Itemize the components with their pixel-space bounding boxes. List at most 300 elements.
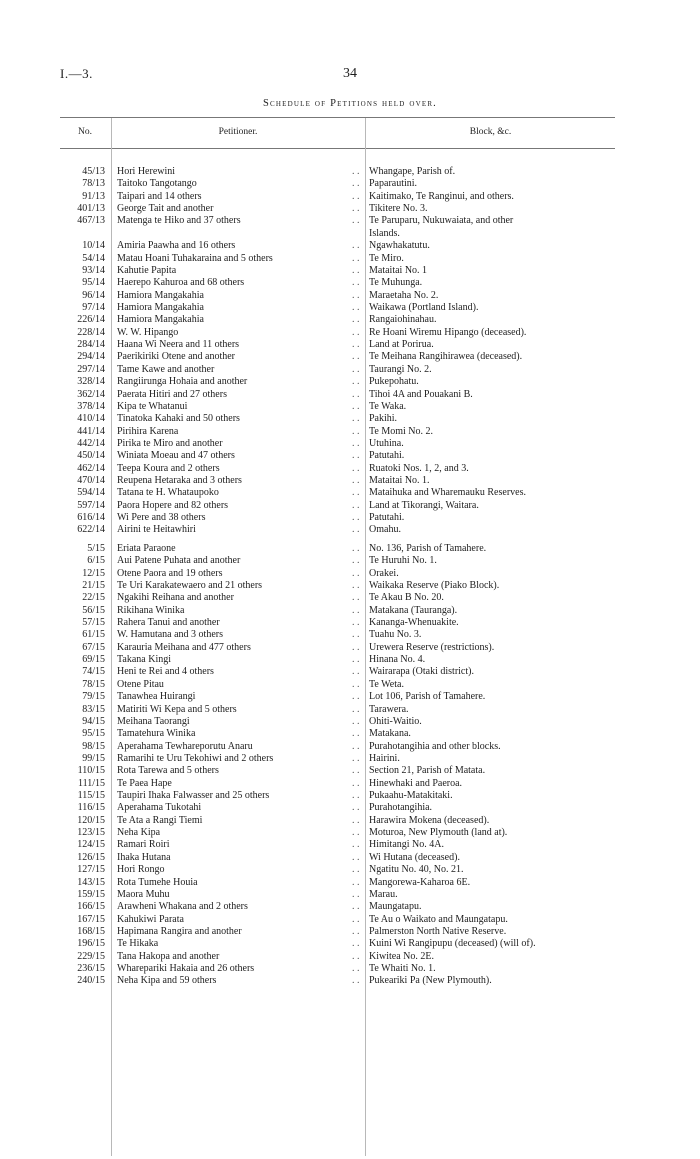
leader-dots: . . [352,302,360,313]
petitioner-name: Taitoko Tangotango [117,178,197,190]
block-name: Mataitai No. 1. [369,475,430,486]
petition-number: 120/15 [77,814,105,826]
petitioner-name: Heni te Rei and 4 others [117,666,214,678]
petitioner-name: Paora Hopere and 82 others [117,499,229,511]
block-name: Te Waka. [369,400,407,412]
leader-dots: . . [352,462,360,474]
petition-number: 362/14 [77,388,105,400]
petition-number: 442/14 [77,437,105,449]
block-name: No. 136, Parish of Tamahere. [369,542,487,554]
petitioner-name: Rahera Tanui and another [117,617,220,628]
table-row [0,543,700,555]
petitioner-name: Matiriti Wi Kepa and 5 others [117,703,237,715]
petition-number: 123/15 [77,827,105,839]
leader-dots: . . [352,678,360,690]
table-row [0,166,700,178]
petition-number: 6/15 [87,555,105,567]
block-name: Kananga-Whenuakite. [369,617,459,628]
block-name: Maungatapu. [369,901,422,913]
table-row [0,438,700,450]
block-name: Te Whaiti No. 1. [369,963,436,974]
petition-number: 54/14 [82,252,105,264]
block-name: Pukaahu-Matakitaki. [369,790,453,801]
table-row [0,839,700,851]
block-name: Tuahu No. 3. [369,629,422,641]
table-row [0,475,700,487]
block-name: Kuini Wi Rangipupu (deceased) (will of). [369,938,536,950]
petitioner-name: Hamiora Mangakahia [117,302,204,313]
petition-number: 240/15 [77,975,105,987]
leader-dots: . . [352,654,360,665]
petition-number: 622/14 [77,524,105,536]
block-name: Paparautini. [369,178,418,190]
petitioner-name: Hamiora Mangakahia [117,314,204,326]
petitioner-name: W. W. Hipango [117,326,179,338]
table-row [0,926,700,938]
block-name: Te Miro. [369,252,404,264]
petition-number: 226/14 [77,314,105,326]
table-row [0,580,700,592]
petitioner-name: Ramarihi te Uru Tekohiwi and 2 others [117,752,274,764]
block-name: Lot 106, Parish of Tamahere. [369,691,486,703]
table-row [0,215,700,227]
table-row [0,605,700,617]
table-row [0,914,700,926]
leader-dots: . . [352,388,360,400]
block-name: Wairarapa (Otaki district). [369,666,474,678]
petitioner-name: Rikihana Winika [117,604,185,616]
block-name: Ngawhakatutu. [369,240,430,252]
petition-number: 124/15 [77,839,105,851]
block-name: Land at Porirua. [369,339,434,350]
petitioner-name: Takana Kingi [117,654,172,665]
petition-number: 110/15 [77,765,105,777]
block-name: Ruatoki Nos. 1, 2, and 3. [369,462,469,474]
petitioner-name: Winiata Moeau and 47 others [117,450,235,462]
table-row [0,277,700,289]
leader-dots: . . [352,851,360,863]
table-row [0,339,700,351]
table-row [0,253,700,265]
petition-number: 441/14 [77,425,105,437]
table-row [0,852,700,864]
petitioner-name: Reupena Hetaraka and 3 others [117,475,242,486]
petition-number: 115/15 [77,790,105,801]
leader-dots: . . [352,666,360,678]
petition-number: 57/15 [82,617,105,628]
leader-dots: . . [352,814,360,826]
leader-dots: . . [352,339,360,350]
table-row [0,592,700,604]
petition-number: 95/14 [82,277,105,289]
block-name: Pukepohatu. [369,376,419,388]
block-name: Waikaka Reserve (Piako Block). [369,579,500,591]
block-name: Patutahi. [369,512,405,524]
petitioner-name: Haerepo Kahuroa and 68 others [117,277,245,289]
table-row [0,512,700,524]
petitioner-name: Paerata Hitiri and 27 others [117,388,227,400]
leader-dots: . . [352,617,360,628]
leader-dots: . . [352,888,360,900]
table-row [0,728,700,740]
table-row [0,716,700,728]
leader-dots: . . [352,691,360,703]
petition-number: 159/15 [77,888,105,900]
petition-number: 294/14 [77,351,105,363]
petition-number: 297/14 [77,363,105,375]
petition-number: 98/15 [82,740,105,752]
petitioner-name: Tinatoka Kahaki and 50 others [117,413,240,425]
block-name: Himitangi No. 4A. [369,839,444,851]
table-row [0,802,700,814]
table-row [0,524,700,536]
block-name: Wi Hutana (deceased). [369,851,460,863]
petition-number: 166/15 [77,901,105,913]
table-row [0,679,700,691]
petition-number: 22/15 [82,592,105,604]
petition-number: 168/15 [77,926,105,937]
table-row [0,401,700,413]
block-name: Section 21, Parish of Matata. [369,765,486,777]
petitioner-name: Aperahama Tukotahi [117,802,202,814]
block-name: Hinewhaki and Paeroa. [369,777,463,789]
block-name: Rangaiohinahau. [369,314,437,326]
block-name: Hairini. [369,752,400,764]
leader-dots: . . [352,901,360,913]
block-name: Tarawera. [369,703,409,715]
petitioner-name: Matau Hoani Tuhakaraina and 5 others [117,252,273,264]
table-row [0,790,700,802]
block-name: Palmerston North Native Reserve. [369,926,507,937]
leader-dots: . . [352,542,360,554]
petition-number: 111/15 [77,777,105,789]
petitioner-name: Neha Kipa and 59 others [117,975,217,987]
leader-dots: . . [352,777,360,789]
table-row [0,666,700,678]
table-row [0,555,700,567]
table-row [0,901,700,913]
petition-number: 74/15 [82,666,105,678]
petition-number: 99/15 [82,752,105,764]
petition-number: 56/15 [82,604,105,616]
petitioner-name: Taipari and 14 others [117,190,202,202]
block-name: Whangape, Parish of. [369,166,456,177]
petition-number: 91/13 [82,190,105,202]
column-header-number: No. [78,127,92,137]
leader-dots: . . [352,975,360,987]
table-row [0,704,700,716]
petitioner-name: Pirika te Miro and another [117,437,223,449]
petitioner-name: Maora Muhu [117,888,170,900]
petition-number: 79/15 [82,691,105,703]
petition-number: 78/13 [82,178,105,190]
table-row [0,691,700,703]
block-name: Moturoa, New Plymouth (land at). [369,827,508,839]
table-row [0,426,700,438]
table-row [0,203,700,215]
block-name: Mataitai No. 1 [369,264,428,276]
block-name: Te Momi No. 2. [369,425,434,437]
block-name: Taurangi No. 2. [369,363,432,375]
block-name: Islands. [369,227,400,239]
leader-dots: . . [352,765,360,777]
leader-dots: . . [352,240,360,252]
leader-dots: . . [352,400,360,412]
block-name: Matakana (Tauranga). [369,604,458,616]
petitioner-name: Wi Pere and 38 others [117,512,206,524]
table-row [0,191,700,203]
leader-dots: . . [352,963,360,974]
petitioner-name: Meihana Taorangi [117,715,190,727]
leader-dots: . . [352,178,360,190]
block-name: Tihoi 4A and Pouakani B. [369,388,473,400]
leader-dots: . . [352,425,360,437]
table-row [0,450,700,462]
block-name: Purahotangihia and other blocks. [369,740,501,752]
leader-dots: . . [352,950,360,962]
block-name: Te Au o Waikato and Maungatapu. [369,913,508,925]
block-name: Te Paruparu, Nukuwaiata, and other [369,215,514,227]
petition-number: 467/13 [77,215,105,227]
block-name: Te Weta. [369,678,404,690]
petition-number: 196/15 [77,938,105,950]
table-row [0,240,700,252]
leader-dots: . . [352,376,360,388]
petition-number: 96/14 [82,289,105,301]
leader-dots: . . [352,641,360,653]
header-rule-bottom [60,148,615,149]
leader-dots: . . [352,512,360,524]
block-name: Land at Tikorangi, Waitara. [369,499,479,511]
petitioner-name: Teepa Koura and 2 others [117,462,220,474]
leader-dots: . . [352,703,360,715]
petition-number: 229/15 [77,950,105,962]
block-name: Orakei. [369,567,399,579]
petitioner-name: Tame Kawe and another [117,363,215,375]
table-row [0,642,700,654]
block-name: Te Huruhi No. 1. [369,555,437,567]
table-row [0,765,700,777]
petition-number: 616/14 [77,512,105,524]
leader-dots: . . [352,802,360,814]
table-row [0,617,700,629]
petition-number: 410/14 [77,413,105,425]
schedule-title: Schedule of Petitions held over. [262,98,438,109]
leader-dots: . . [352,413,360,425]
petitioner-name: Wharepariki Hakaia and 26 others [117,963,255,974]
petitioner-name: Te Uri Karakatewaero and 21 others [117,579,263,591]
leader-dots: . . [352,555,360,567]
leader-dots: . . [352,740,360,752]
block-name: Mataihuka and Wharemauku Reserves. [369,487,526,499]
petitioner-name: Tatana te H. Whataupoko [117,487,219,499]
petitioner-name: Kahukiwi Parata [117,913,184,925]
leader-dots: . . [352,314,360,326]
petition-number: 45/13 [82,166,105,177]
table-row [0,951,700,963]
petitioner-name: Kahutie Papita [117,264,177,276]
petition-number: 67/15 [82,641,105,653]
leader-dots: . . [352,790,360,801]
leader-dots: . . [352,864,360,876]
block-name: Pukeariki Pa (New Plymouth). [369,975,492,987]
leader-dots: . . [352,289,360,301]
block-name: Pakihi. [369,413,398,425]
petitioner-name: Otene Paora and 19 others [117,567,223,579]
table-row [0,389,700,401]
leader-dots: . . [352,579,360,591]
block-name: Marau. [369,888,398,900]
leader-dots: . . [352,827,360,839]
block-name: Kaitimako, Te Ranginui, and others. [369,190,514,202]
leader-dots: . . [352,487,360,499]
leader-dots: . . [352,839,360,851]
block-name: Omahu. [369,524,401,536]
petition-number: 94/15 [82,715,105,727]
table-row [0,487,700,499]
petitioner-name: Kipa te Whatanui [117,400,188,412]
petitioner-name: Rangiirunga Hohaia and another [117,376,248,388]
leader-dots: . . [352,876,360,888]
leader-dots: . . [352,437,360,449]
table-row [0,778,700,790]
petitioner-name: Te Paea Hape [117,777,172,789]
petition-number: 21/15 [82,579,105,591]
petitioner-name: Aperahama Tewhareporutu Anaru [117,740,253,752]
leader-dots: . . [352,629,360,641]
petition-number: 594/14 [77,487,105,499]
leader-dots: . . [352,215,360,227]
petition-number: 95/15 [82,728,105,740]
table-row [0,975,700,987]
leader-dots: . . [352,351,360,363]
petitioner-name: Te Ata a Rangi Tiemi [117,814,203,826]
table-row [0,568,700,580]
table-row [0,290,700,302]
petition-number: 61/15 [82,629,105,641]
block-name: Re Hoani Wiremu Hipango (deceased). [369,326,527,338]
petitioner-name: Pirihira Karena [117,425,179,437]
block-name: Te Meihana Rangihirawea (deceased). [369,351,523,363]
petition-number: 236/15 [77,963,105,974]
leader-dots: . . [352,252,360,264]
petitioner-name: Rota Tarewa and 5 others [117,765,219,777]
petition-number: 83/15 [82,703,105,715]
petition-number: 69/15 [82,654,105,665]
header-rule-top [60,117,615,118]
petitioner-name: W. Hamutana and 3 others [117,629,223,641]
petitioner-name: Hamiora Mangakahia [117,289,204,301]
petitioner-name: George Tait and another [117,203,214,215]
petition-number: 470/14 [77,475,105,486]
block-name: Te Akau B No. 20. [369,592,444,604]
petition-number: 597/14 [77,499,105,511]
petitioner-name: Te Hikaka [117,938,159,950]
leader-dots: . . [352,728,360,740]
table-row [0,178,700,190]
petitioner-name: Aui Patene Puhata and another [117,555,241,567]
petition-number: 10/14 [82,240,105,252]
table-row [0,327,700,339]
block-name: Ngatitu No. 40, No. 21. [369,864,464,876]
petitioner-name: Paerikiriki Otene and another [117,351,236,363]
leader-dots: . . [352,715,360,727]
leader-dots: . . [352,363,360,375]
petitioner-name: Neha Kipa [117,827,161,839]
petition-number: 116/15 [77,802,105,814]
petition-number: 328/14 [77,376,105,388]
table-row [0,413,700,425]
table-row [0,889,700,901]
block-name: Utuhina. [369,437,404,449]
table-row [0,815,700,827]
leader-dots: . . [352,499,360,511]
block-name: Harawira Mokena (deceased). [369,814,490,826]
table-row [0,351,700,363]
block-name: Hinana No. 4. [369,654,426,665]
block-name: Ohiti-Waitio. [369,715,422,727]
petitioner-name: Hori Herewini [117,166,176,177]
leader-dots: . . [352,592,360,604]
block-name: Maraetaha No. 2. [369,289,439,301]
petition-number: 78/15 [82,678,105,690]
petitioner-name: Tana Hakopa and another [117,950,220,962]
block-name: Mangorewa-Kaharoa 6E. [369,876,471,888]
petitioner-name: Airini te Heitawhiri [117,524,196,536]
petition-number: 143/15 [77,876,105,888]
leader-dots: . . [352,190,360,202]
block-name: Matakana. [369,728,411,740]
petition-number: 93/14 [82,264,105,276]
table-row [0,376,700,388]
leader-dots: . . [352,524,360,536]
leader-dots: . . [352,567,360,579]
petitioner-name: Tanawhea Huirangi [117,691,196,703]
table-row [0,302,700,314]
petitioner-name: Karauria Meihana and 477 others [117,641,251,653]
page-number: 34 [343,66,357,81]
table-row [0,265,700,277]
table-row [0,364,700,376]
petition-number: 462/14 [77,462,105,474]
table-row [0,463,700,475]
leader-dots: . . [352,938,360,950]
petitioner-name: Matenga te Hiko and 37 others [117,215,241,227]
table-row [0,629,700,641]
column-header-block: Block, &c. [469,127,512,137]
table-row [0,654,700,666]
leader-dots: . . [352,604,360,616]
table-row [0,938,700,950]
petitioner-name: Taupiri Ihaka Falwasser and 25 others [117,790,270,801]
block-name: Waikawa (Portland Island). [369,302,479,313]
petition-number: 127/15 [77,864,105,876]
leader-dots: . . [352,752,360,764]
leader-dots: . . [352,203,360,215]
table-row [0,877,700,889]
leader-dots: . . [352,450,360,462]
petition-number: 5/15 [87,542,105,554]
petitioner-name: Hapimana Rangira and another [117,926,242,937]
leader-dots: . . [352,475,360,486]
petitioner-name: Ihaka Hutana [117,851,171,863]
leader-dots: . . [352,326,360,338]
table-row [0,963,700,975]
table-row [0,864,700,876]
table-row [0,753,700,765]
leader-dots: . . [352,913,360,925]
column-header-petitioner: Petitioner. [218,127,258,137]
